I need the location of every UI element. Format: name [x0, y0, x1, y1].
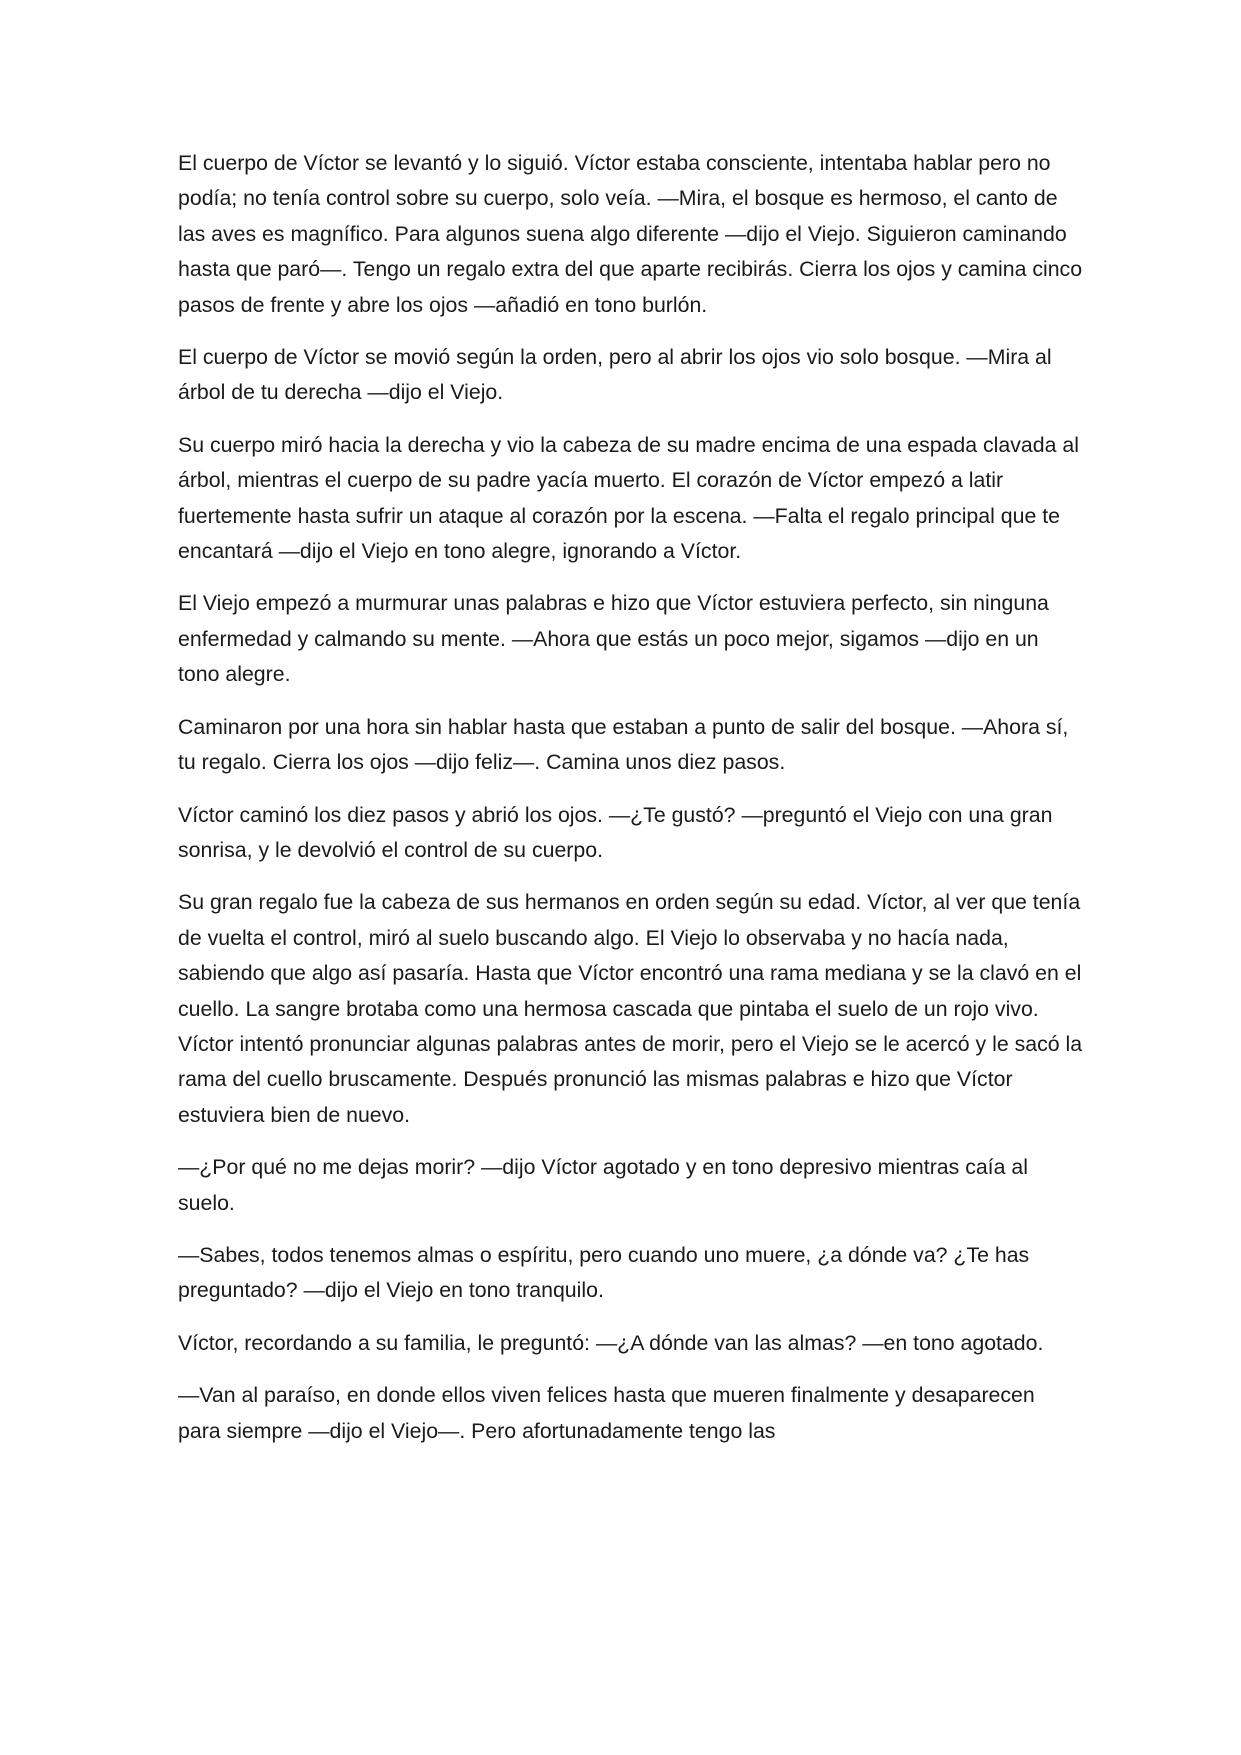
paragraph: El Viejo empezó a murmurar unas palabras e hizo que Víctor estuviera perfecto, sin ninguna enfermedad y calmando su mente. —Ahora que estás un poco mejor, sigamos —dijo en un tono alegre.: [178, 591, 1049, 687]
paragraph: —¿Por qué no me dejas morir? —dijo Víctor agotado y en tono depresivo mientras caía al suelo.: [178, 1155, 1028, 1215]
paragraph: El cuerpo de Víctor se movió según la orden, pero al abrir los ojos vio solo bosque. —Mira al árbol de tu derecha —dijo el Viejo.: [178, 345, 1052, 405]
paragraph: Caminaron por una hora sin hablar hasta que estaban a punto de salir del bosque. —Ahora sí, tu regalo. Cierra los ojos —dijo feliz—. Camina unos diez pasos.: [178, 714, 1069, 775]
paragraph: El cuerpo de Víctor se levantó y lo siguió. Víctor estaba consciente, intentaba hablar pero no podía; no tenía control sobre su cuerpo, solo veía. —Mira, el bosque es hermoso, el canto de las aves es magnífico. Para algunos suena algo diferente —dijo el Viejo. Siguieron caminando hasta que paró—. Tengo un regalo extra del que aparte recibirás. Cierra los ojos y camina cinco pasos de frente y abre los ojos —añadió en tono burlón.: [178, 151, 1083, 317]
paragraph: —Sabes, todos tenemos almas o espíritu, pero cuando uno muere, ¿a dónde va? ¿Te has preguntado? —dijo el Viejo en tono tranquilo.: [178, 1242, 1030, 1303]
document-body: [178, 146, 1083, 1449]
paragraph: —Van al paraíso, en donde ellos viven felices hasta que mueren finalmente y desaparecen para siempre —dijo el Viejo—. Pero afortunadamente tengo las: [178, 1383, 1035, 1443]
paragraph: Su cuerpo miró hacia la derecha y vio la cabeza de su madre encima de una espada clavada al árbol, mientras el cuerpo de su padre yacía muerto. El corazón de Víctor empezó a latir fuertemente hasta sufrir un ataque al corazón por la escena. —Falta el regalo principal que te encantará —dijo el Viejo en tono alegre, ignorando a Víctor.: [178, 432, 1079, 564]
paragraph: Víctor, recordando a su familia, le preguntó: —¿A dónde van las almas? —en tono agotado.: [178, 1330, 1044, 1355]
paragraph: Víctor caminó los diez pasos y abrió los ojos. —¿Te gustó? —preguntó el Viejo con una gran sonrisa, y le devolvió el control de su cuerpo.: [178, 802, 1053, 862]
paragraph: Su gran regalo fue la cabeza de sus hermanos en orden según su edad. Víctor, al ver que tenía de vuelta el control, miró al suelo buscando algo. El Viejo lo observaba y no hacía nada, sabiendo que algo así pasaría. Hasta que Víctor encontró una rama mediana y se la clavó en el cuello. La sangre brotaba como una hermosa cascada que pintaba el suelo de un rojo vivo. Víctor intentó pronunciar algunas palabras antes de morir, pero el Viejo se le acercó y le sacó la rama del cuello bruscamente. Después pronunció las mismas palabras e hizo que Víctor estuviera bien de nuevo.: [178, 890, 1083, 1127]
